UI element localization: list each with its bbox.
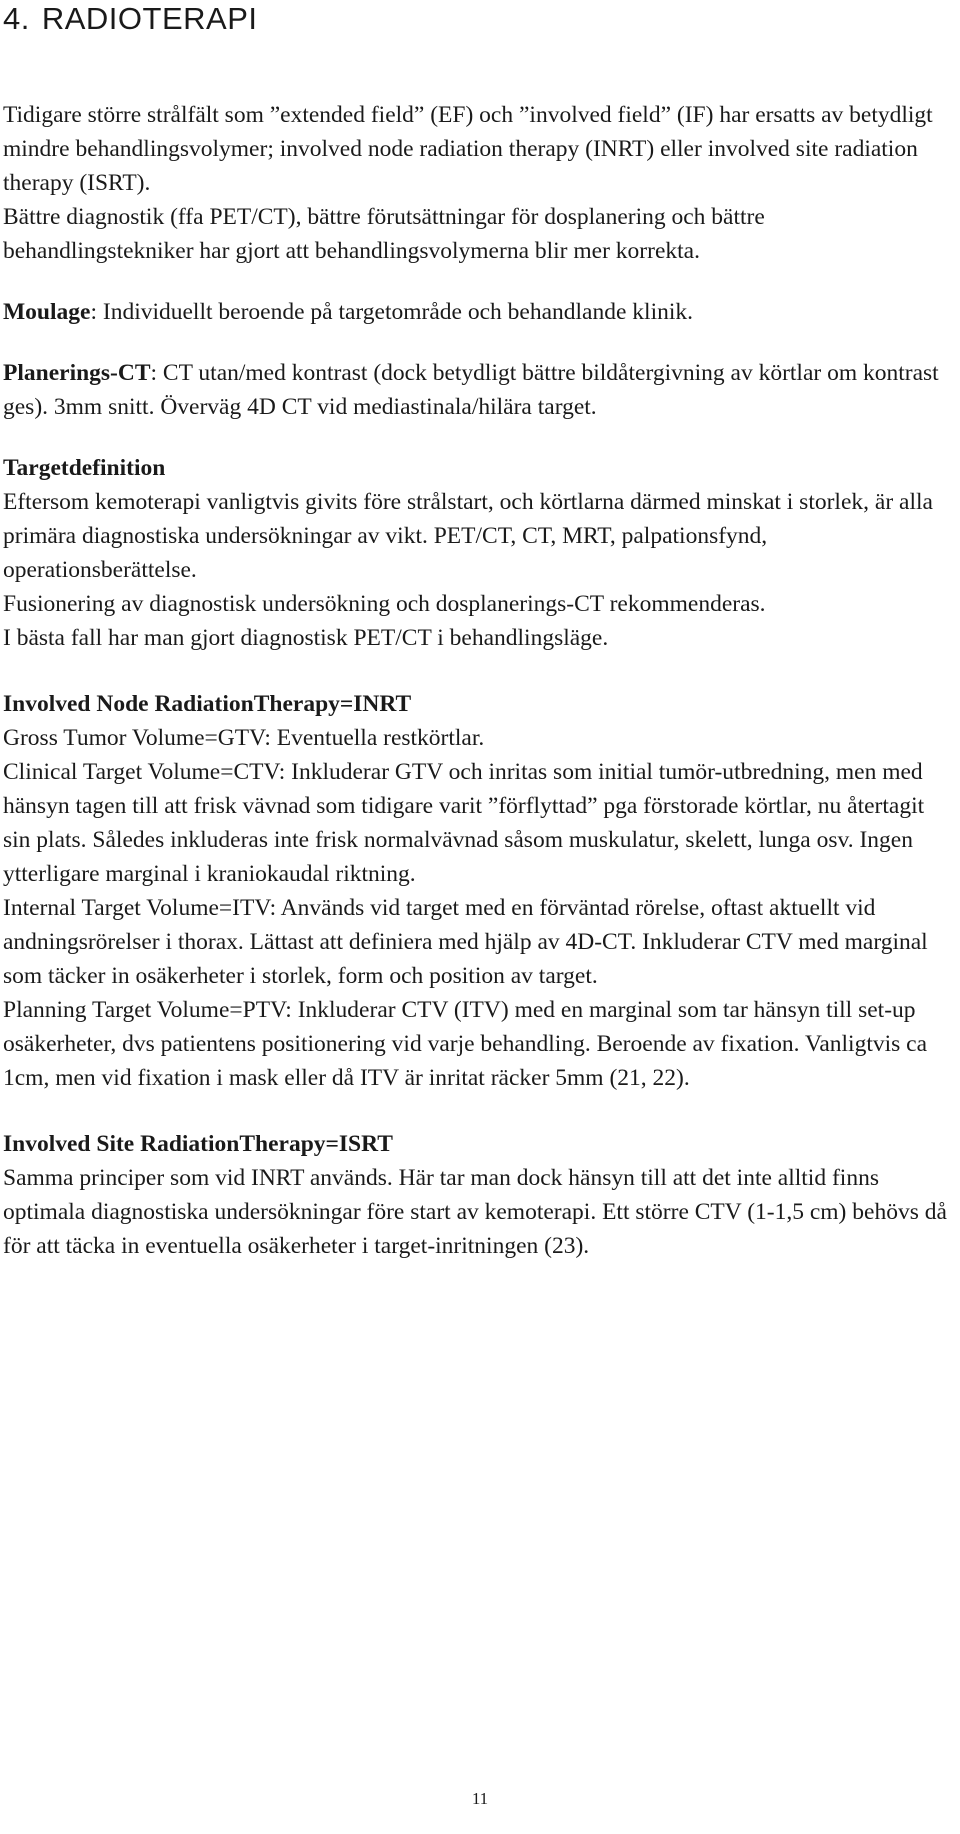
document-page (3, 0, 957, 1263)
moulage-label: Moulage (3, 299, 91, 325)
page-number: 11 (471, 1789, 489, 1808)
inrt-ctv: Clinical Target Volume=CTV: Inkluderar GTV och inritas som initial tumör-utbredning, men med hänsyn tagen till att frisk vävnad som tidigare varit ”förflyttad” pga förstorade körtlar, nu återtagit sin plats. Således inkluderas inte frisk normalvävnad såsom muskulatur, skelett, lunga osv. Ingen ytterligare marginal i kraniokaudal riktning. (3, 759, 925, 887)
inrt-gtv: Gross Tumor Volume=GTV: Eventuella restkörtlar. (3, 725, 485, 751)
inrt-itv: Internal Target Volume=ITV: Används vid target med en förväntad rörelse, oftast aktuellt vid andningsrörelser i thorax. Lättast att definiera med hjälp av 4D-CT. Inkluderar CTV med marginal som täcker in osäkerheter i storlek, form och position av target. (3, 895, 928, 989)
targetdefinition-title: Targetdefinition (3, 455, 166, 481)
isrt-title: Involved Site RadiationTherapy=ISRT (3, 1131, 393, 1157)
planering-label: Planerings-CT (3, 360, 151, 386)
planering-paragraph (3, 356, 957, 424)
planering-text: : CT utan/med kontrast (dock betydligt bättre bildåtergivning av körtlar om kontrast ges). 3mm snitt. Överväg 4D CT vid mediastinala/hilära target. (3, 360, 939, 420)
moulage-paragraph (3, 295, 957, 329)
inrt-heading (3, 687, 957, 721)
targetdefinition-paragraph-1: Eftersom kemoterapi vanligtvis givits före strålstart, och körtlarna därmed minskat i storlek, är alla primära diagnostiska undersökningar av vikt. PET/CT, CT, MRT, palpationsfynd, operationsberättelse. (3, 489, 933, 583)
targetdefinition-paragraph-3: I bästa fall har man gjort diagnostisk PET/CT i behandlingsläge. (3, 625, 609, 651)
inrt-ptv: Planning Target Volume=PTV: Inkluderar CTV (ITV) med en marginal som tar hänsyn till set-up osäkerheter, dvs patientens positionering vid varje behandling. Beroende av fixation. Vanligtvis ca 1cm, men vid fixation i mask eller då ITV är inritat räcker 5mm (21, 22). (3, 997, 928, 1091)
isrt-text: Samma principer som vid INRT används. Här tar man dock hänsyn till att det inte alltid finns optimala diagnostiska undersökningar före start av kemoterapi. Ett större CTV (1-1,5 cm) behövs då för att täcka in eventuella osäkerheter i target-inritningen (23). (3, 1165, 947, 1259)
isrt-heading (3, 1127, 957, 1161)
inrt-title: Involved Node RadiationTherapy=INRT (3, 691, 412, 717)
moulage-text: : Individuellt beroende på targetområde och behandlande klinik. (90, 299, 694, 325)
targetdefinition-heading (3, 451, 957, 485)
targetdefinition-paragraph-2: Fusionering av diagnostisk undersökning och dosplanerings-CT rekommenderas. (3, 591, 766, 617)
heading-number: 4. (3, 1, 30, 36)
page-heading (3, 0, 957, 38)
intro-paragraph-2: Bättre diagnostik (ffa PET/CT), bättre förutsättningar för dosplanering och bättre behandlingstekniker har gjort att behandlingsvolymerna blir mer korrekta. (3, 204, 765, 264)
heading-title: RADIOTERAPI (41, 1, 258, 36)
intro-paragraph-1: Tidigare större strålfält som ”extended field” (EF) och ”involved field” (IF) har ersatts av betydligt mindre behandlingsvolymer; involved node radiation therapy (INRT) eller involved site radiation therapy (ISRT). (3, 102, 933, 196)
